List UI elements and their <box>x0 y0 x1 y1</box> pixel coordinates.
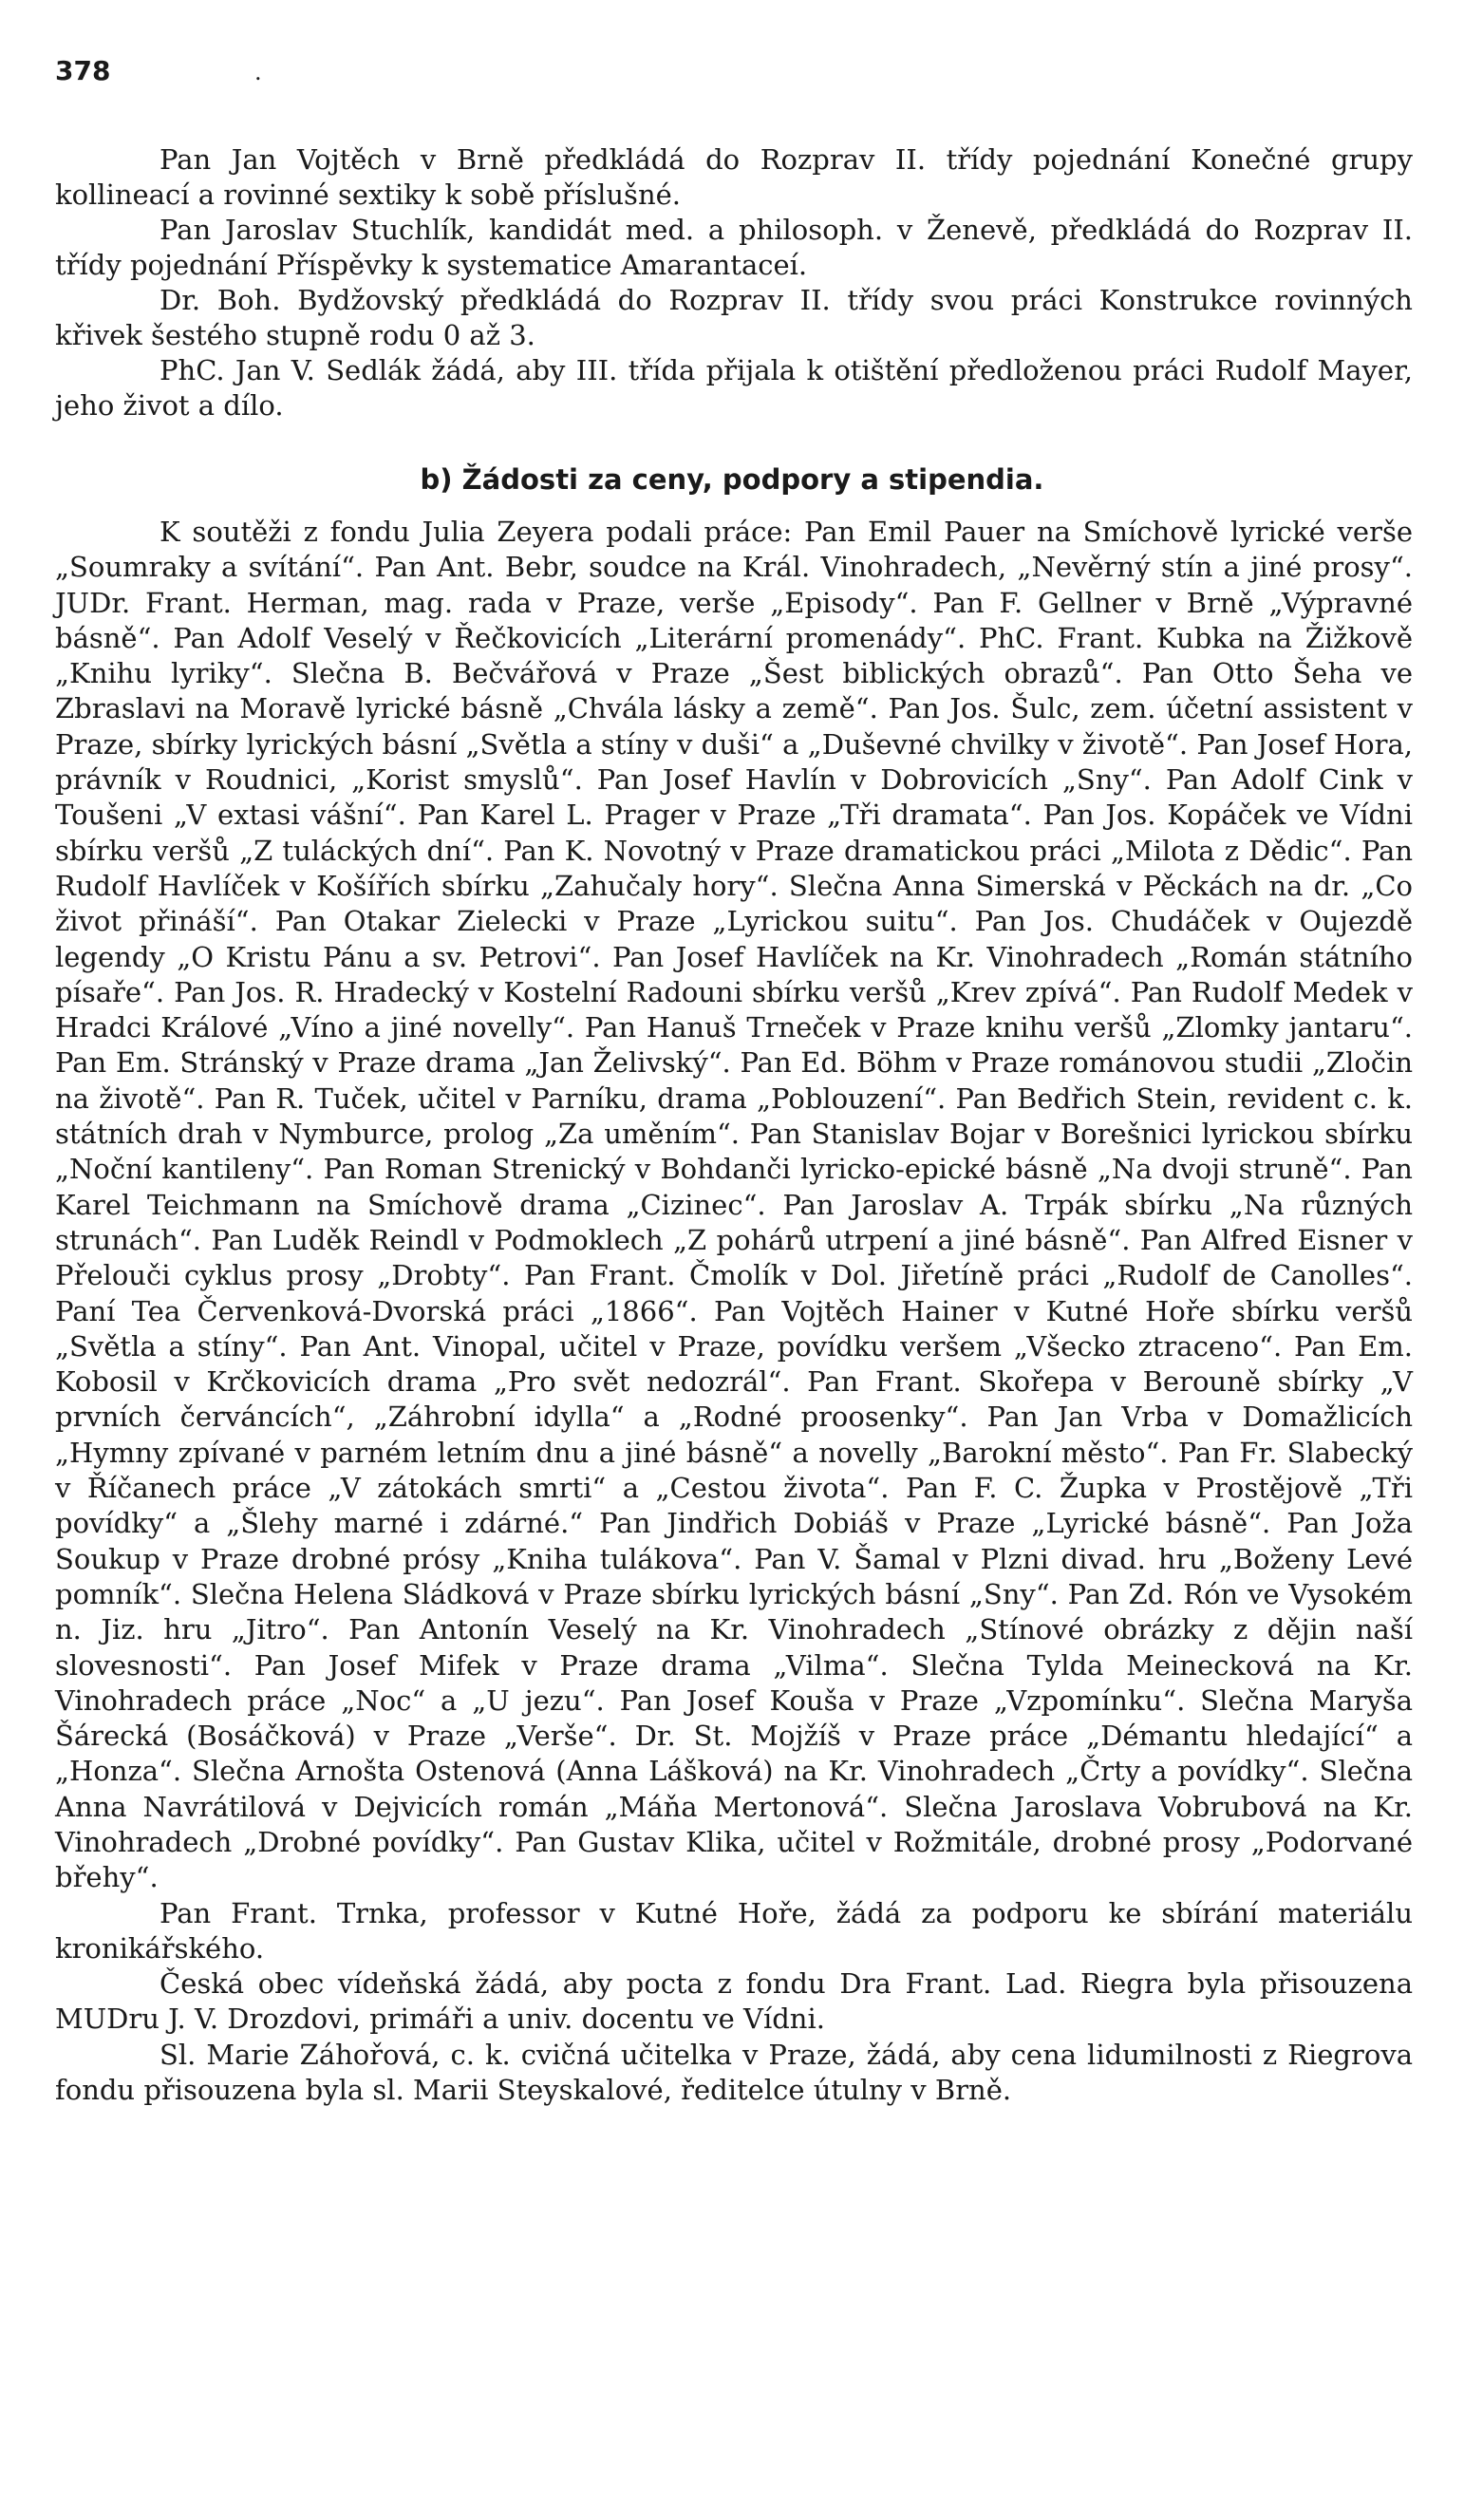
request-zeyer-fund: K soutěži z fondu Julia Zeyera podali práce: Pan Emil Pauer na Smíchově lyrické verše „Soumraky a svítání“. Pan Ant. Bebr, soudce na Král. Vinohradech, „Nevěrný stín a jiné prosy“. JUDr. Frant. Herman, mag. rada v Praze, verše „Episody“. Pan F. Gellner v Brně „Výpravné básně“. Pan Adolf Veselý v Řečkovicích „Literární promenády“. PhC. Frant. Kubka na Žižkově „Knihu lyriky“. Slečna B. Bečvářová v Praze „Šest biblických obrazů“. Pan Otto Šeha ve Zbraslavi na Moravě lyrické básně „Chvála lásky a země“. Pan Jos. Šulc, zem. účetní assistent v Praze, sbírky lyrických básní „Světla a stíny v duši“ a „Duševné chvilky v životě“. Pan Josef Hora, právník v Roudnici, „Korist smyslů“. Pan Josef Havlín v Dobrovicích „Sny“. Pan Adolf Cink v Toušeni „V extasi vášní“. Pan Karel L. Prager v Praze „Tři dramata“. Pan Jos. Kopáček ve Vídni sbírku veršů „Z tuláckých dní“. Pan K. Novotný v Praze dramatickou práci „Milota z Dědic“. Pan Rudolf Havlíček v Košířích sbírku „Zahučaly hory“. Slečna Anna Simerská v Pěckách na dr. „Co život přináší“. Pan Otakar Zielecki v Praze „Lyrickou suitu“. Pan Jos. Chudáček v Oujezdě legendy „O Kristu Pánu a sv. Petrovi“. Pan Josef Havlíček na Kr. Vinohradech „Román státního písaře“. Pan Jos. R. Hradecký v Kostelní Radouni sbírku veršů „Krev zpívá“. Pan Rudolf Medek v Hradci Králové „Víno a jiné novelly“. Pan Hanuš Trneček v Praze knihu veršů „Zlomky jantaru“. Pan Em. Stránský v Praze drama „Jan Želivský“. Pan Ed. Böhm v Praze románovou studii „Zločin na životě“. Pan R. Tuček, učitel v Parníku, drama „Poblouzení“. Pan Bedřich Stein, revident c. k. státních drah v Nymburce, prolog „Za uměním“. Pan Stanislav Bojar v Borešnici lyrickou sbírku „Noční kantileny“. Pan Roman Strenický v Bohdanči lyricko-epické básně „Na dvoji struně“. Pan Karel Teichmann na Smíchově drama „Cizinec“. Pan Jaroslav A. Trpák sbírku „Na různých strunách“. Pan Luděk Reindl v Podmoklech „Z pohárů utrpení a jiné básně“. Pan Alfred Eisner v Přelouči cyklus prosy „Drobty“. Pan Frant. Čmolík v Dol. Jiřetíně práci „Rudolf de Canolles“. Paní Tea Červenková-Dvorská práci „1866“. Pan Vojtěch Hainer v Kutné Hoře sbírku veršů „Světla a stíny“. Pan Ant. Vinopal, učitel v Praze, povídku veršem „Všecko ztraceno“. Pan Em. Kobosil v Krčkovicích drama „Pro svět nedozrál“. Pan Frant. Skořepa v Berouně sbírky „V prvních červáncích“, „Záhrobní idylla“ a „Rodné proosenky“. Pan Jan Vrba v Domažlicích „Hymny zpívané v parném letním dnu a jiné básně“ a novelly „Barokní město“. Pan Fr. Slabecký v Říčanech práce „V zátokách smrti“ a „Cestou života“. Pan F. C. Župka v Prostějově „Tři povídky“ a „Šlehy marné i zdárné.“ Pan Jindřich Dobiáš v Praze „Lyrické básně“. Pan Joža Soukup v Praze drobné prósy „Kniha tulákova“. Pan V. Šamal v Plzni divad. hru „Boženy Levé pomník“. Slečna Helena Sládková v Praze sbírku lyrických básní „Sny“. Pan Zd. Rón ve Vysokém n. Jiz. hru „Jitro“. Pan Antonín Veselý na Kr. Vinohradech „Stínové obrázky z dějin naší slovesnosti“. Pan Josef Mifek v Praze drama „Vilma“. Slečna Tylda Meinecková na Kr. Vinohradech práce „Noc“ a „U jezu“. Pan Josef Kouša v Praze „Vzpomínku“. Slečna Maryša Šárecká (Bosáčková) v Praze „Verše“. Dr. St. Mojžíš v Praze práce „Démantu hledající“ a „Honza“. Slečna Arnošta Ostenová (Anna Lášková) na Kr. Vinohradech „Črty a povídky“. Slečna Anna Navrátilová v Dejvicích román „Máňa Mertonová“. Slečna Jaroslava Vobrubová na Kr. Vinohradech „Drobné povídky“. Pan Gustav Klika, učitel v Rožmitále, drobné prosy „Podorvané břehy“. <box>55 516 1413 1894</box>
request-trnka: Pan Frant. Trnka, professor v Kutné Hoře, žádá za podporu ke sbírání materiálu kronikářského. <box>55 1896 1413 1965</box>
requests-block <box>55 515 1413 2108</box>
announcements-block <box>55 142 1413 423</box>
announcement-stuchlik: Pan Jaroslav Stuchlík, kandidát med. a philosoph. v Ženevě, předkládá do Rozprav II. třídy pojednání Příspěvky k systematice Amarantaceí. <box>55 214 1413 281</box>
announcement-bydzovsky: Dr. Boh. Bydžovský předkládá do Rozprav II. třídy svou práci Konstrukce rovinných křivek šestého stupně rodu 0 až 3. <box>55 284 1413 351</box>
page-number: 378 <box>55 55 111 86</box>
stray-dot: . <box>254 59 262 85</box>
request-vienna-community: Česká obec vídeňská žádá, aby pocta z fondu Dra Frant. Lad. Riegra byla přisouzena MUDru J. V. Drozdovi, primáři a univ. docentu ve Vídni. <box>55 1967 1413 2036</box>
request-zahorova: Sl. Marie Záhořová, c. k. cvičná učitelka v Praze, žádá, aby cena lidumilnosti z Riegrova fondu přisouzena byla sl. Marii Steyskalové, ředitelce útulny v Brně. <box>55 2038 1413 2107</box>
section-heading: b) Žádosti za ceny, podpory a stipendia. <box>420 463 1044 496</box>
announcement-vojtech: Pan Jan Vojtěch v Brně předkládá do Rozprav II. třídy pojednání Konečné grupy kollineací a rovinné sextiky k sobě příslušné. <box>55 143 1413 211</box>
announcement-sedlak: PhC. Jan V. Sedlák žádá, aby III. třída přijala k otištění předloženou práci Rudolf Mayer, jeho život a dílo. <box>55 354 1413 422</box>
